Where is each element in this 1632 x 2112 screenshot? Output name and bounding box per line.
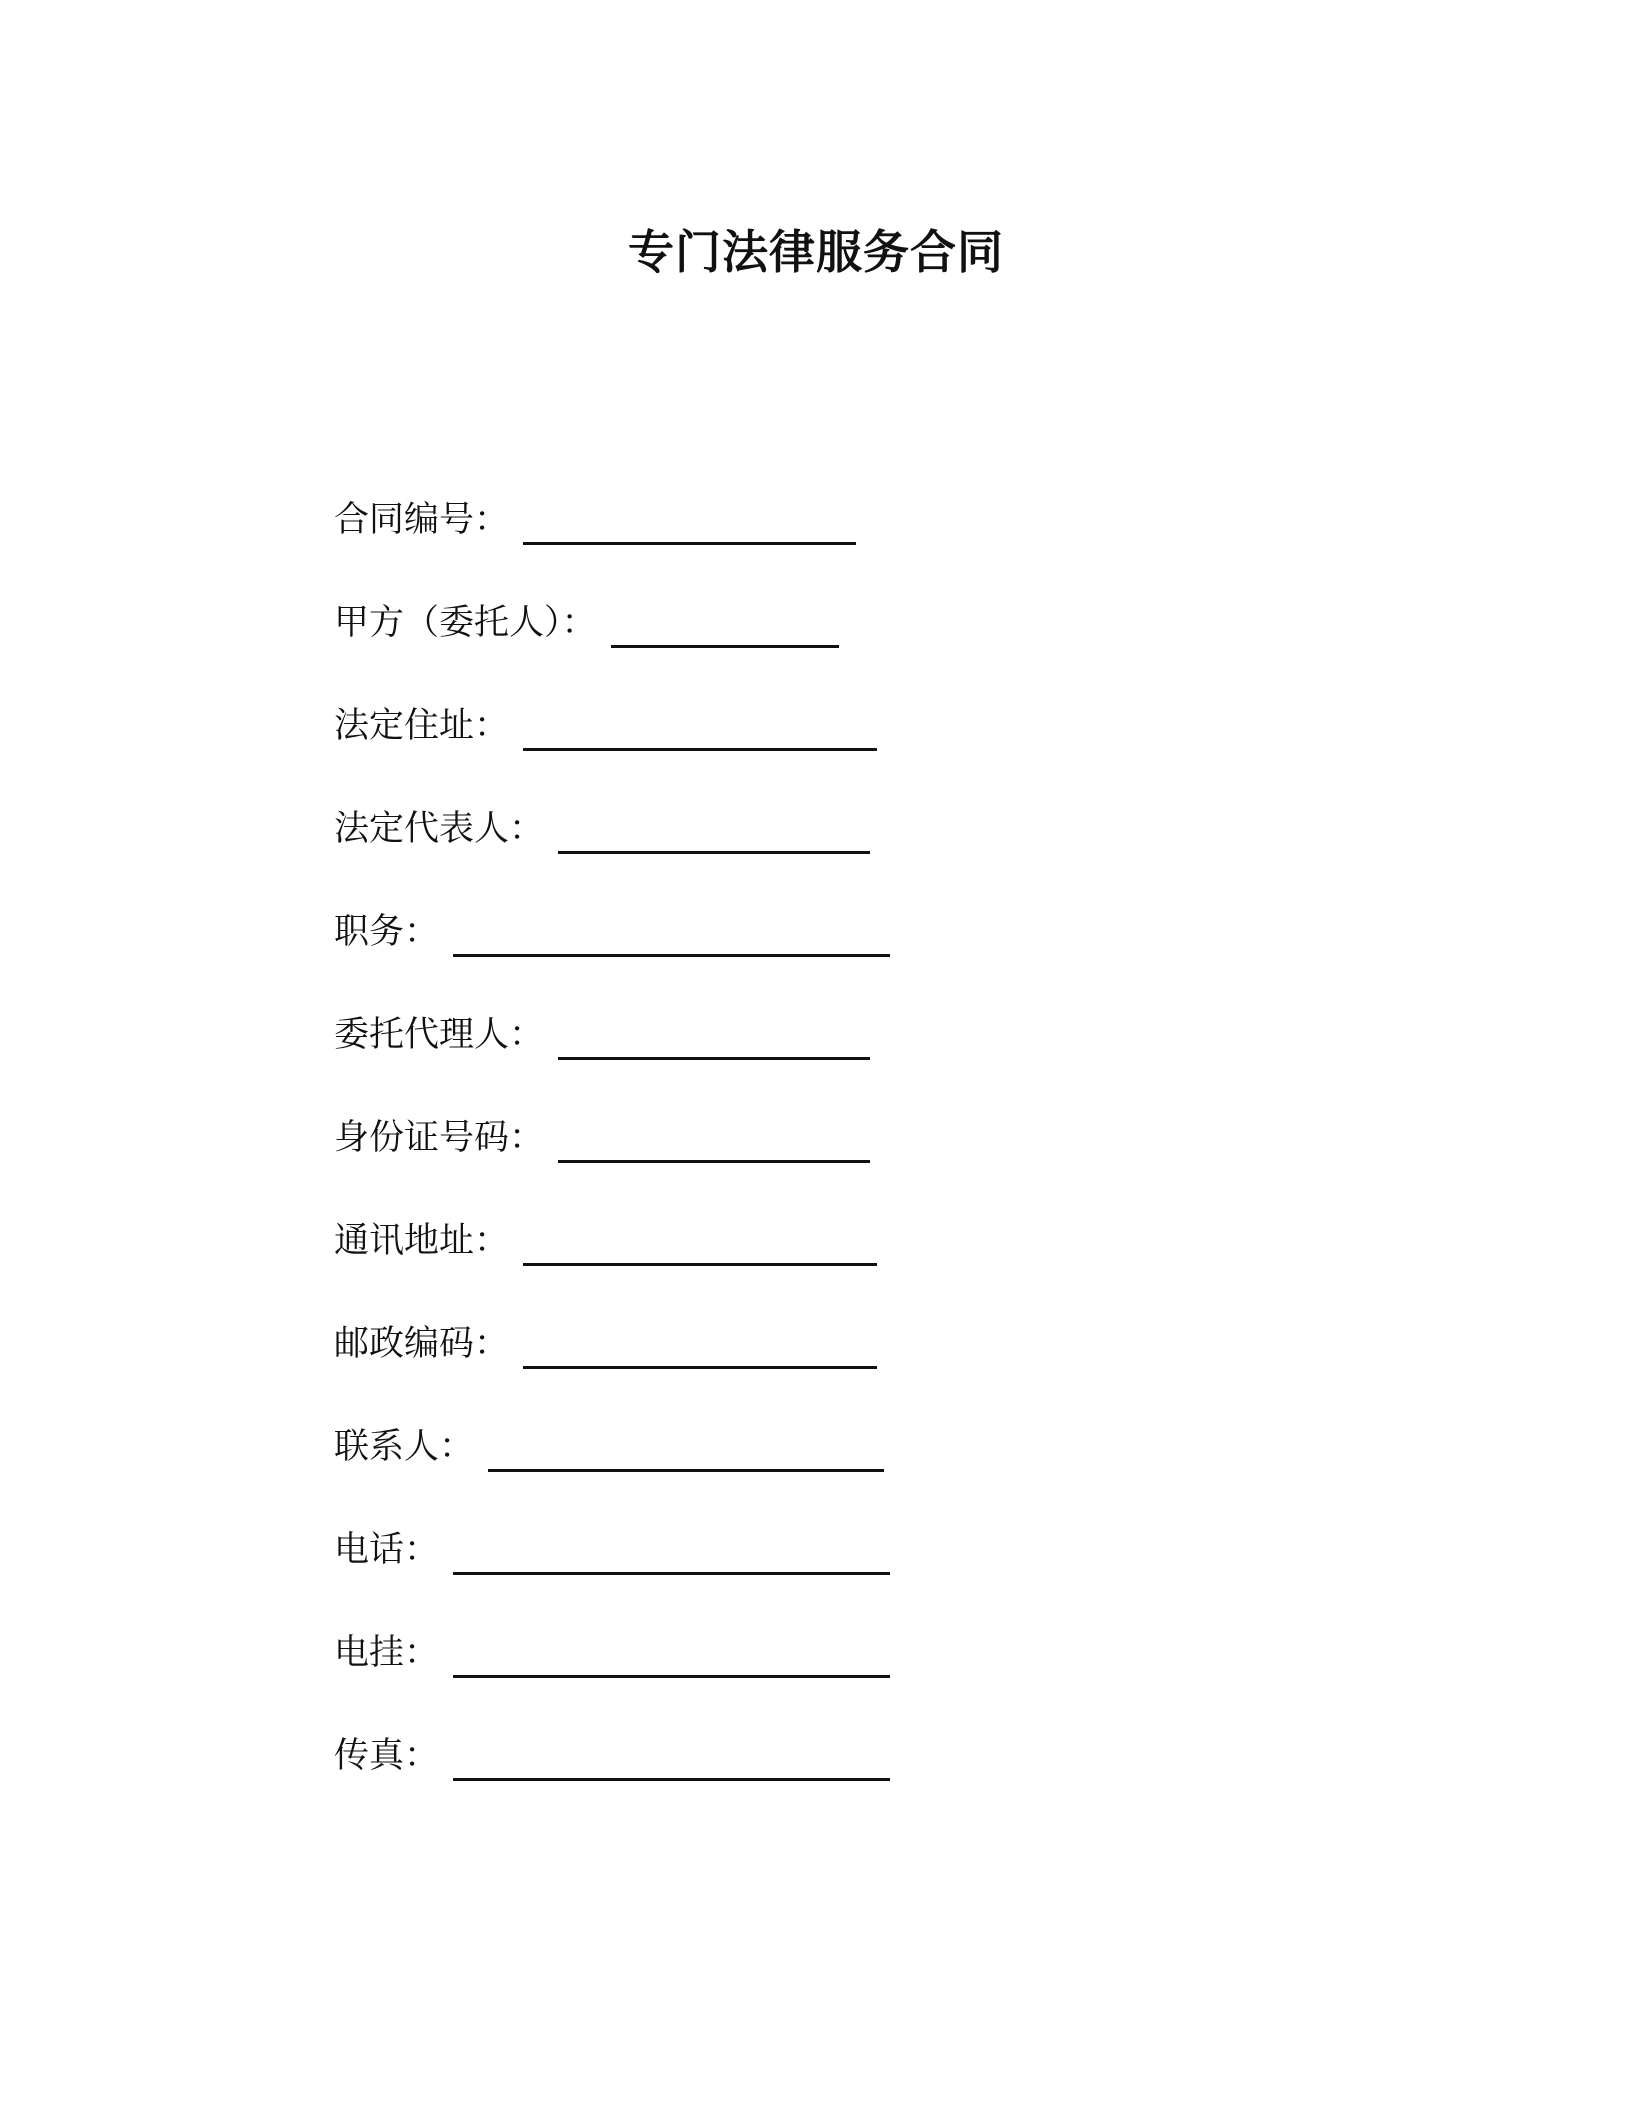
blank-line bbox=[453, 1628, 890, 1678]
blank-line bbox=[558, 1010, 870, 1060]
field-label: 合同编号： bbox=[334, 500, 510, 540]
blank-line bbox=[523, 701, 877, 751]
blank-line bbox=[523, 495, 856, 545]
field-id-number bbox=[334, 1113, 870, 1163]
field-label: 法定代表人： bbox=[334, 809, 545, 849]
field-agent bbox=[334, 1010, 870, 1060]
field-postal-code bbox=[334, 1319, 877, 1369]
blank-line bbox=[523, 1319, 877, 1369]
field-label: 甲方（委托人）： bbox=[334, 603, 597, 643]
field-fax bbox=[334, 1731, 890, 1781]
field-label: 电话： bbox=[334, 1530, 440, 1570]
field-label: 通讯地址： bbox=[334, 1221, 510, 1261]
field-party-a bbox=[334, 598, 839, 648]
document-title: 专门法律服务合同 bbox=[628, 225, 1004, 279]
blank-line bbox=[558, 804, 870, 854]
field-mailing-address bbox=[334, 1216, 877, 1266]
field-contact-person bbox=[334, 1422, 884, 1472]
field-label: 电挂： bbox=[334, 1633, 440, 1673]
blank-line bbox=[523, 1216, 877, 1266]
field-label: 委托代理人： bbox=[334, 1015, 545, 1055]
field-cable bbox=[334, 1628, 890, 1678]
field-telephone bbox=[334, 1525, 890, 1575]
field-legal-representative bbox=[334, 804, 870, 854]
field-label: 传真： bbox=[334, 1736, 440, 1776]
blank-line bbox=[453, 1525, 890, 1575]
field-label: 法定住址： bbox=[334, 706, 510, 746]
blank-line bbox=[488, 1422, 884, 1472]
blank-line bbox=[558, 1113, 870, 1163]
field-contract-number bbox=[334, 495, 856, 545]
blank-line bbox=[453, 907, 890, 957]
field-position bbox=[334, 907, 890, 957]
field-legal-address bbox=[334, 701, 877, 751]
field-label: 联系人： bbox=[334, 1427, 475, 1467]
blank-line bbox=[611, 598, 839, 648]
field-label: 邮政编码： bbox=[334, 1324, 510, 1364]
blank-line bbox=[453, 1731, 890, 1781]
field-label: 职务： bbox=[334, 912, 440, 952]
field-label: 身份证号码： bbox=[334, 1118, 545, 1158]
